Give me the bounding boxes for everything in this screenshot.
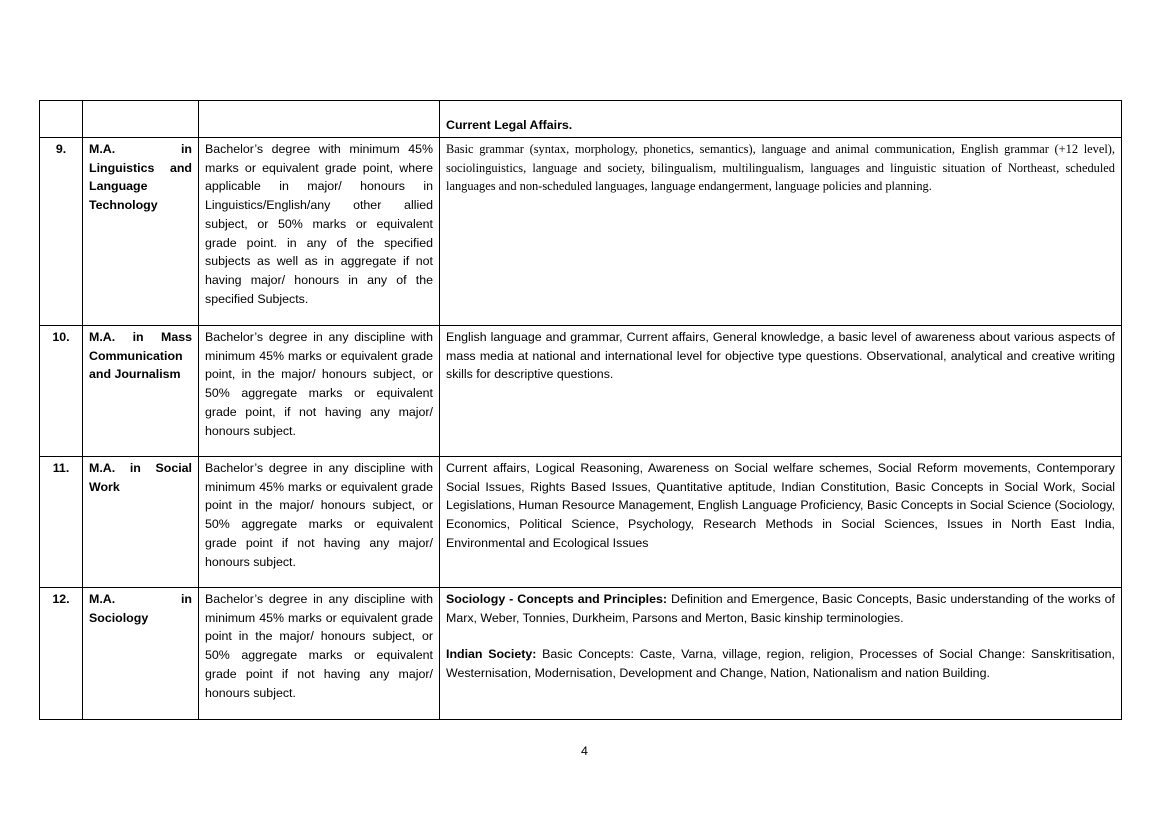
syllabus-table: [39, 100, 1122, 720]
table-row: [40, 138, 1122, 326]
section-text: Definition and Emergence, Basic Concepts, Basic understanding of the works of Marx, Weber, Tonnies, Durkheim, Parsons and Merton, Basic kinship terminologies.: [446, 592, 1115, 625]
programme-cell: M.A. in Social Work: [83, 457, 199, 588]
programme-cell: M.A. in Sociology: [83, 588, 199, 720]
syllabus-section: [446, 645, 1115, 682]
page-number: 4: [581, 744, 588, 758]
table-row: [40, 457, 1122, 588]
eligibility-cell: Bachelor’s degree in any discipline with minimum 45% marks or equivalent grade point in the major/ honours subject, or 50% aggregate marks or equivalent grade point if not having any major/ honours subject.: [199, 457, 440, 588]
eligibility-cell: Bachelor’s degree with minimum 45% marks or equivalent grade point, where applicable in major/ honours in Linguistics/English/any other allied subject, or 50% marks or equivalent grade point. in any of the specified subjects as well as in aggregate if not having major/ honours in any of the specified Subjects.: [199, 138, 440, 326]
section-text: Basic Concepts: Caste, Varna, village, region, religion, Processes of Social Change: Sanskritisation, Westernisation, Modernisation, Development and Change, Nation, Nationalism and nation Building.: [446, 647, 1115, 681]
table-row: [40, 588, 1122, 720]
programme-cell: [83, 101, 199, 138]
table-row: [40, 326, 1122, 457]
serial-cell: 10.: [40, 326, 83, 457]
syllabus-cell: Basic grammar (syntax, morphology, phonetics, semantics), language and animal communication, English grammar (+12 level), sociolinguistics, language and society, bilingualism, multilingualism, languages and linguistic situation of Northeast, scheduled languages and non-scheduled languages, language endangerment, language policies and planning.: [440, 138, 1122, 326]
serial-cell: 12.: [40, 588, 83, 720]
serial-cell: 11.: [40, 457, 83, 588]
table-row-continued: [40, 101, 1122, 138]
eligibility-cell: [199, 101, 440, 138]
serial-cell: [40, 101, 83, 138]
eligibility-cell: Bachelor’s degree in any discipline with minimum 45% marks or equivalent grade point, in the major/ honours subject, or 50% aggregate marks or equivalent grade point, if not having any major/ honours subject.: [199, 326, 440, 457]
syllabus-cell: English language and grammar, Current affairs, General knowledge, a basic level of awareness about various aspects of mass media at national and international level for objective type questions. Observational, analytical and creative writing skills for descriptive questions.: [440, 326, 1122, 457]
syllabus-section: [446, 590, 1115, 627]
programme-cell: M.A. in Linguistics and Language Technology: [83, 138, 199, 326]
syllabus-cell: [440, 588, 1122, 720]
syllabus-cell: Current Legal Affairs.: [440, 101, 1122, 138]
eligibility-cell: Bachelor’s degree in any discipline with minimum 45% marks or equivalent grade point in the major/ honours subject, or 50% aggregate marks or equivalent grade point if not having any major/ honours subject.: [199, 588, 440, 720]
syllabus-cell: Current affairs, Logical Reasoning, Awareness on Social welfare schemes, Social Reform movements, Contemporary Social Issues, Rights Based Issues, Quantitative aptitude, Indian Constitution, Basic Concepts in Social Work, Social Legislations, Human Resource Management, English Language Proficiency, Basic Concepts in Social Science (Sociology, Economics, Political Science, Psychology, Research Methods in Social Sciences, Issues in North East India, Environmental and Ecological Issues: [440, 457, 1122, 588]
serial-cell: 9.: [40, 138, 83, 326]
section-heading: Sociology - Concepts and Principles:: [446, 592, 668, 606]
programme-cell: M.A. in Mass Communication and Journalism: [83, 326, 199, 457]
section-heading: Indian Society:: [446, 647, 537, 662]
